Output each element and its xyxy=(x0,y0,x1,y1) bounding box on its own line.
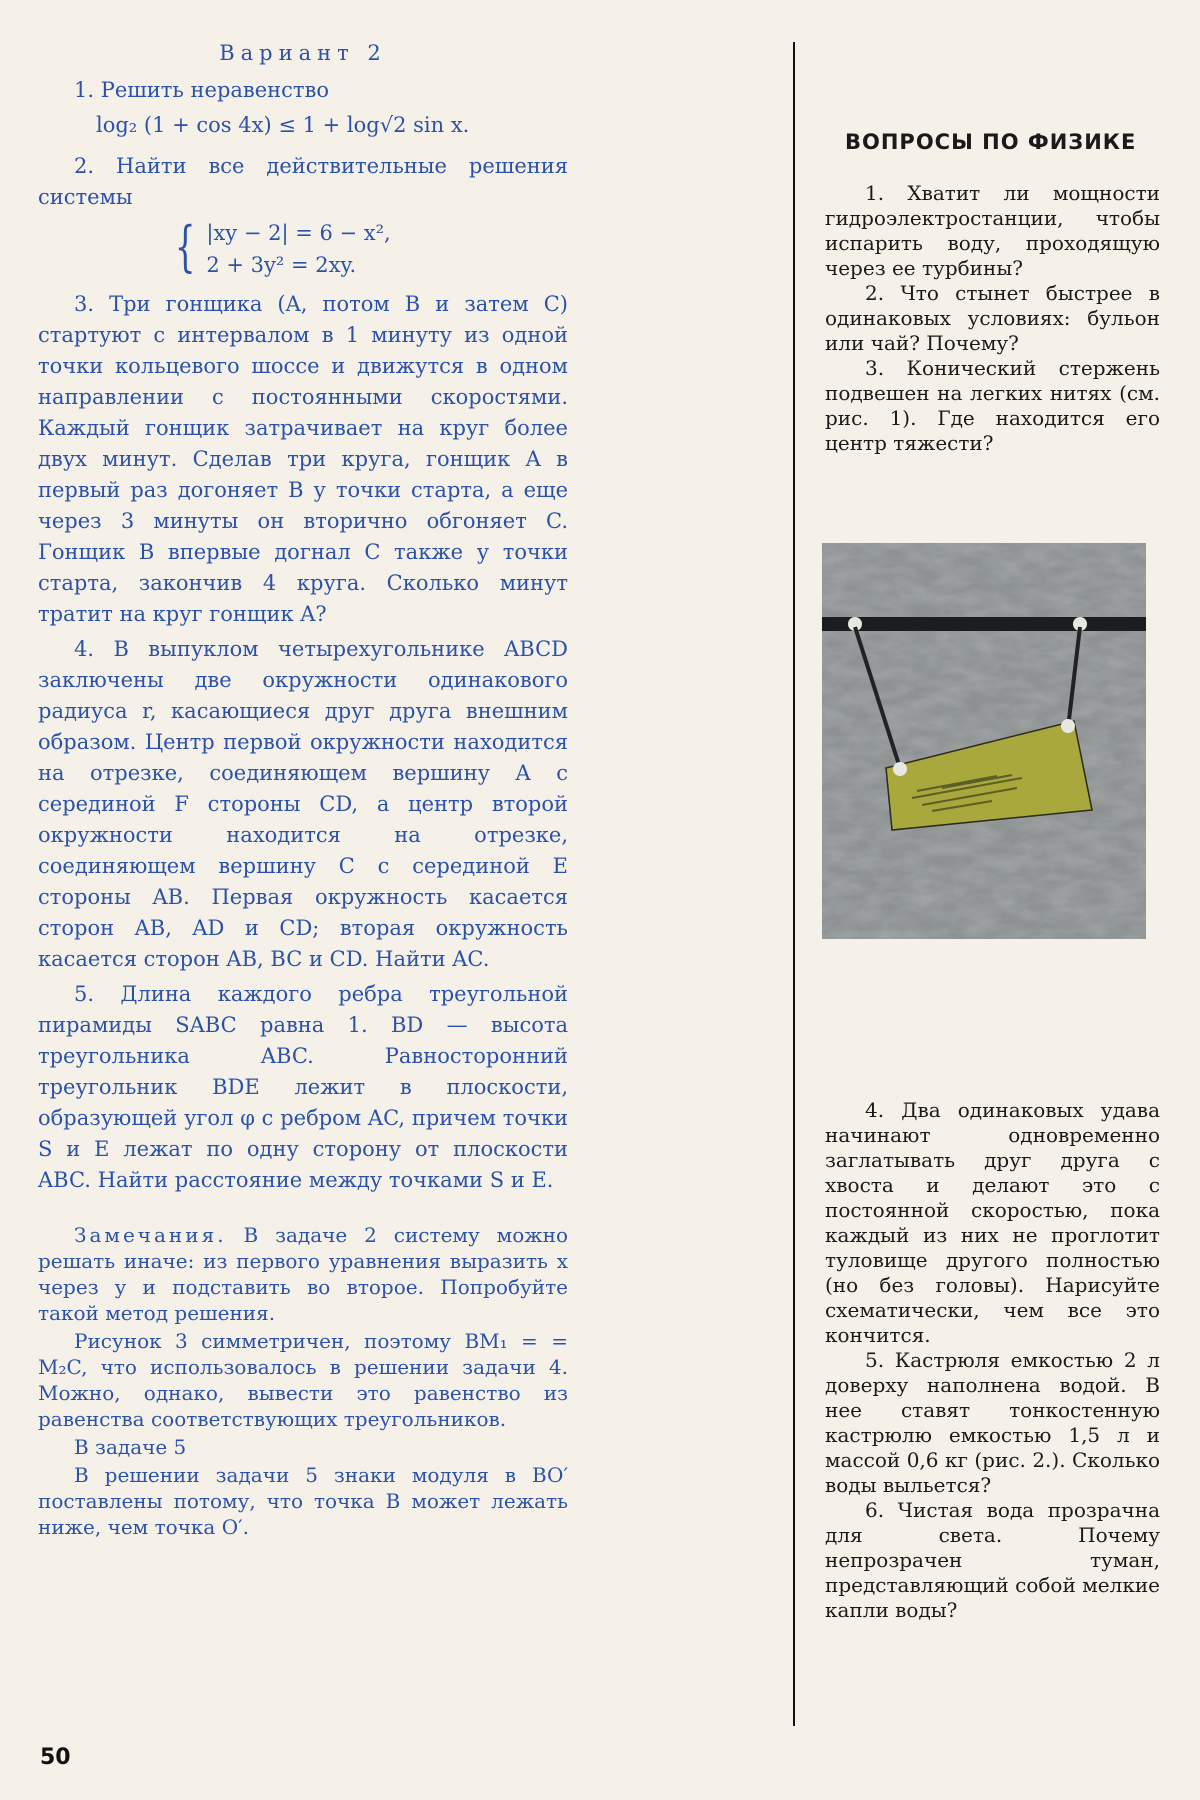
physics-column-top xyxy=(825,130,1160,456)
brace-icon: { xyxy=(174,215,196,278)
problem-1-formula: log₂ (1 + cos 4x) ≤ 1 + log√2 sin x. xyxy=(96,113,470,137)
notes-text-1: В задаче 2 систему можно решать иначе: из первого уравнения выразить x через y и подставить во второе. Попробуйте такой метод решения. xyxy=(38,1223,569,1325)
notes-section xyxy=(38,1222,568,1540)
support-bar xyxy=(822,617,1146,631)
conical-rod-illustration xyxy=(822,543,1146,939)
system-equation-2: 2 + 3y² = 2xy. xyxy=(206,253,357,277)
problem-1-intro: 1. Решить неравенство xyxy=(74,78,329,102)
notes-lead: Замечания. xyxy=(74,1223,227,1247)
notes-paragraph-3: В задаче 5 xyxy=(74,1435,187,1459)
notes-paragraph-2: Рисунок 3 симметричен, поэтому BM₁ = = M₂C, что использовалось в решении задачи 4. Можно, однако, вывести это равенство из равенства соответствующих треугольников. xyxy=(38,1329,568,1431)
column-divider xyxy=(793,42,795,1726)
notes-paragraph-4: В решении задачи 5 знаки модуля в BO′ поставлены потому, что точка B может лежать ниже, чем точка O′. xyxy=(38,1463,568,1539)
physics-question-3: 3. Конический стержень подвешен на легких нитях (см. рис. 1). Где находится его центр тяжести? xyxy=(825,356,1160,455)
page-number: 50 xyxy=(40,1745,71,1770)
problem-3: 3. Три гонщика (A, потом B и затем C) стартуют с интервалом в 1 минуту из одной точки кольцевого шоссе и движутся в одном направлении с постоянными скоростями. Каждый гонщик затрачивает на круг более двух минут. Сделав три круга, гонщик A в первый раз догоняет B у точки старта, а еще через 3 минуты он вторично обгоняет C. Гонщик B впервые догнал C также у точки старта, закончив 4 круга. Сколько минут тратит на круг гонщик A? xyxy=(38,292,568,626)
problem-2-intro: 2. Найти все действительные решения системы xyxy=(38,154,568,209)
physics-question-2: 2. Что стынет быстрее в одинаковых условиях: бульон или чай? Почему? xyxy=(825,281,1160,355)
physics-heading: ВОПРОСЫ ПО ФИЗИКЕ xyxy=(845,130,1137,154)
problem-4: 4. В выпуклом четырехугольнике ABCD заключены две окружности одинакового радиуса r, касающиеся друг друга внешним образом. Центр первой окружности находится на отрезке, соединяющем вершину A с серединой F стороны CD, а центр второй окружности находится на отрезке, соединяющем вершину C с серединой E стороны AB. Первая окружность касается сторон AB, AD и CD; вторая окружность касается сторон AB, BC и CD. Найти AC. xyxy=(38,637,568,971)
physics-question-5: 5. Кастрюля емкостью 2 л доверху наполнена водой. В нее ставят тонкостенную кастрюлю емкостью 1,5 л и массой 0,6 кг (рис. 2.). Сколько воды выльется? xyxy=(825,1348,1160,1497)
physics-column-bottom xyxy=(825,1098,1160,1623)
system-equation-1: |xy − 2| = 6 − x², xyxy=(206,221,391,245)
math-column xyxy=(38,30,568,1542)
physics-question-4: 4. Два одинаковых удава начинают одновременно заглатывать друг друга с хвоста и делают это с постоянной скоростью, пока каждый из них не проглотит туловище другого полностью (но без головы). Нарисуйте схематически, чем все это кончится. xyxy=(825,1098,1160,1347)
physics-question-1: 1. Хватит ли мощности гидроэлектростанции, чтобы испарить воду, проходящую через ее турбины? xyxy=(825,181,1160,280)
notes-paragraph-1 xyxy=(38,1222,568,1326)
problem-2-system xyxy=(38,217,568,281)
variant-title: Вариант 2 xyxy=(219,41,387,65)
problem-5: 5. Длина каждого ребра треугольной пирамиды SABC равна 1. BD — высота треугольника ABC. Равносторонний треугольник BDE лежит в плоскости, образующей угол φ с ребром AC, причем точки S и E лежат по одну сторону от плоскости ABC. Найти расстояние между точками S и E. xyxy=(38,982,568,1192)
physics-question-6: 6. Чистая вода прозрачна для света. Почему непрозрачен туман, представляющий собой мелкие капли воды? xyxy=(825,1498,1160,1622)
figure-1-conical-rod-photo xyxy=(822,543,1146,939)
